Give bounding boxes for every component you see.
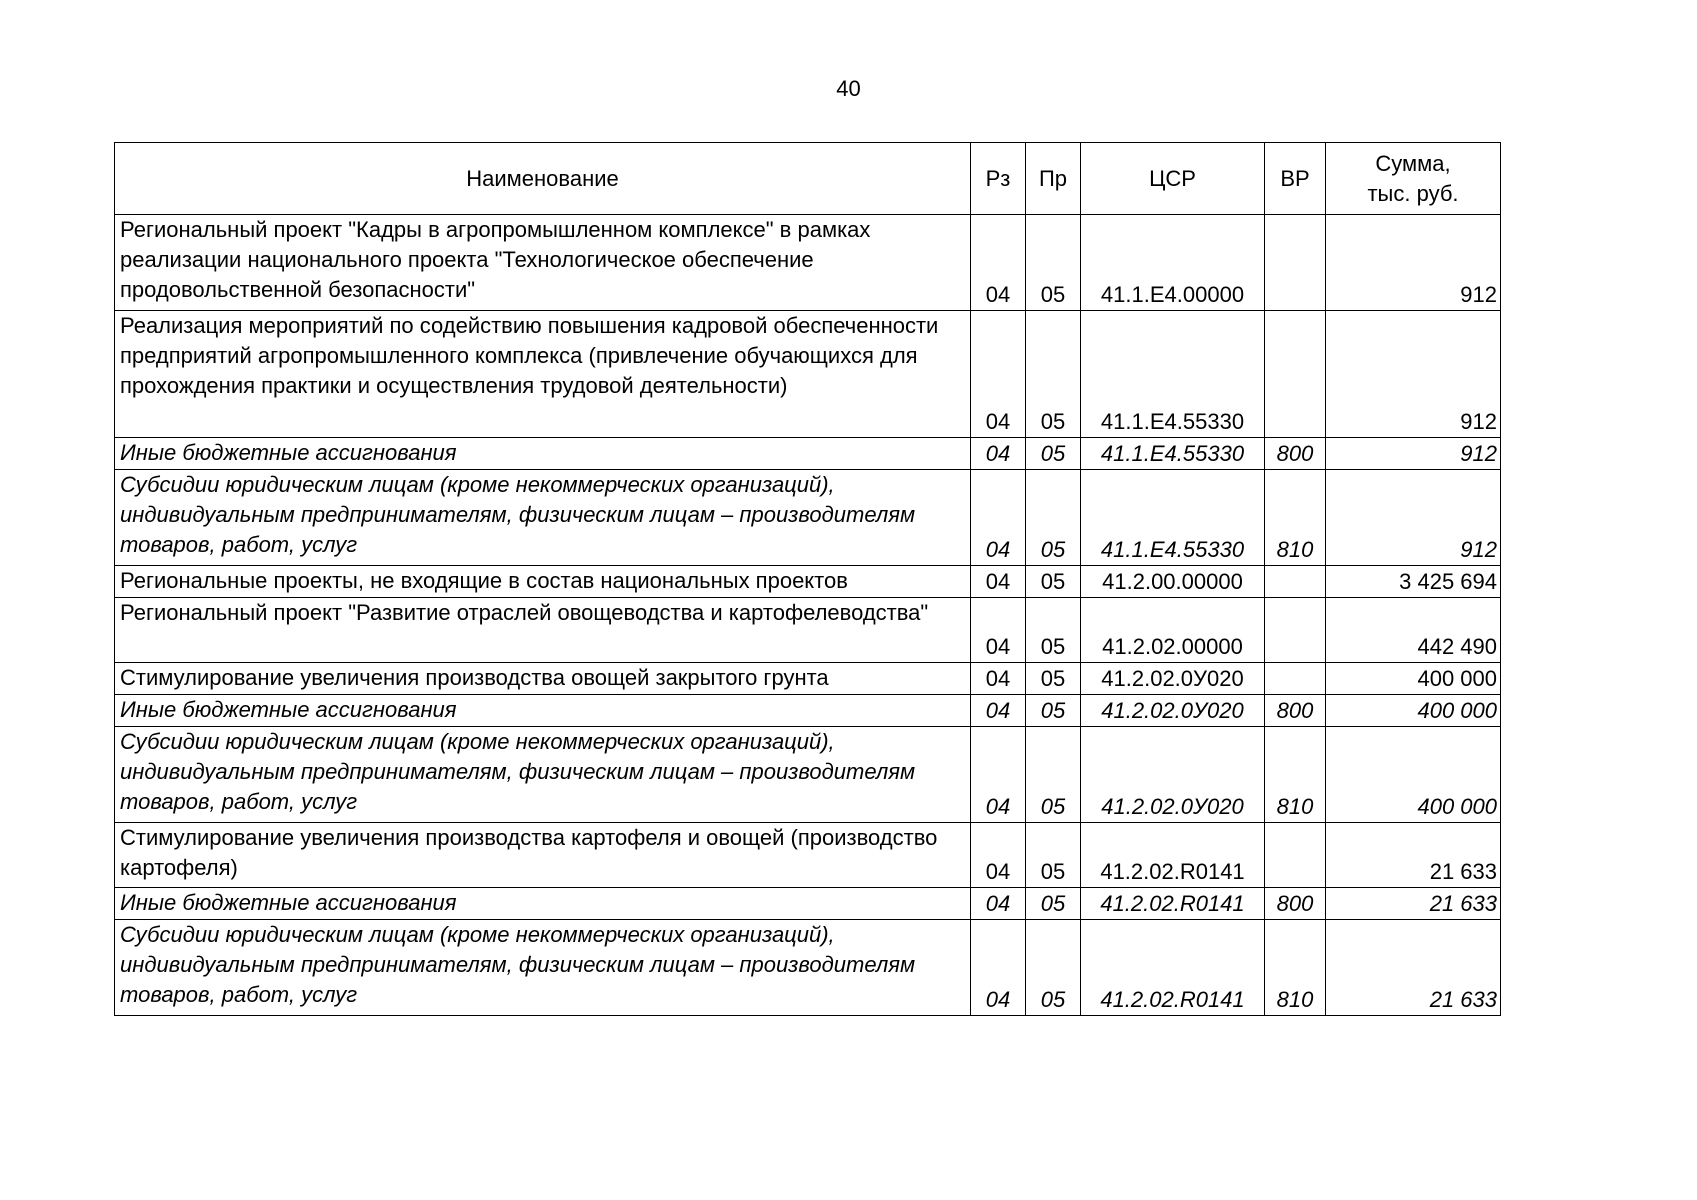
cell-name: Реализация мероприятий по содействию повышения кадровой обеспеченности предприятий агропромышленного комплекса (привлечение обучающихся для прохождения практики и осуществления трудовой деятельности) <box>115 311 971 438</box>
cell-vr: 810 <box>1265 920 1326 1016</box>
cell-name: Субсидии юридическим лицам (кроме некоммерческих организаций), индивидуальным предпринимателям, физическим лицам – производителям товаров, работ, услуг <box>115 470 971 566</box>
cell-rz: 04 <box>971 566 1026 598</box>
cell-csr: 41.1.Е4.55330 <box>1081 438 1265 470</box>
table-row <box>115 823 1501 888</box>
cell-csr: 41.1.Е4.55330 <box>1081 311 1265 438</box>
cell-pr: 05 <box>1026 823 1081 888</box>
cell-vr <box>1265 823 1326 888</box>
table-row <box>115 727 1501 823</box>
cell-vr <box>1265 663 1326 695</box>
cell-name: Стимулирование увеличения производства картофеля и овощей (производство картофеля) <box>115 823 971 888</box>
cell-pr: 05 <box>1026 215 1081 311</box>
cell-vr <box>1265 566 1326 598</box>
table-row <box>115 470 1501 566</box>
cell-name: Иные бюджетные ассигнования <box>115 438 971 470</box>
cell-rz: 04 <box>971 823 1026 888</box>
cell-rz: 04 <box>971 695 1026 727</box>
cell-pr: 05 <box>1026 727 1081 823</box>
cell-sum: 400 000 <box>1326 695 1501 727</box>
cell-name: Субсидии юридическим лицам (кроме некоммерческих организаций), индивидуальным предпринимателям, физическим лицам – производителям товаров, работ, услуг <box>115 727 971 823</box>
header-sum: Сумма, тыс. руб. <box>1326 143 1501 215</box>
table-row <box>115 311 1501 438</box>
cell-vr: 800 <box>1265 888 1326 920</box>
cell-sum: 21 633 <box>1326 823 1501 888</box>
cell-pr: 05 <box>1026 695 1081 727</box>
cell-rz: 04 <box>971 215 1026 311</box>
cell-csr: 41.2.02.R0141 <box>1081 888 1265 920</box>
cell-rz: 04 <box>971 920 1026 1016</box>
header-pr: Пр <box>1026 143 1081 215</box>
cell-sum: 912 <box>1326 215 1501 311</box>
cell-name: Субсидии юридическим лицам (кроме некоммерческих организаций), индивидуальным предпринимателям, физическим лицам – производителям товаров, работ, услуг <box>115 920 971 1016</box>
cell-rz: 04 <box>971 598 1026 663</box>
table-row <box>115 598 1501 663</box>
cell-sum: 400 000 <box>1326 663 1501 695</box>
cell-vr <box>1265 215 1326 311</box>
cell-pr: 05 <box>1026 663 1081 695</box>
cell-vr: 800 <box>1265 695 1326 727</box>
budget-table <box>114 142 1501 1016</box>
table-row <box>115 438 1501 470</box>
cell-csr: 41.2.02.0У020 <box>1081 663 1265 695</box>
cell-csr: 41.2.02.R0141 <box>1081 920 1265 1016</box>
cell-csr: 41.1.Е4.00000 <box>1081 215 1265 311</box>
cell-csr: 41.2.00.00000 <box>1081 566 1265 598</box>
cell-csr: 41.2.02.0У020 <box>1081 695 1265 727</box>
cell-name: Региональный проект "Развитие отраслей овощеводства и картофелеводства" <box>115 598 971 663</box>
cell-vr: 810 <box>1265 470 1326 566</box>
cell-sum: 400 000 <box>1326 727 1501 823</box>
cell-pr: 05 <box>1026 438 1081 470</box>
cell-pr: 05 <box>1026 888 1081 920</box>
cell-pr: 05 <box>1026 920 1081 1016</box>
cell-csr: 41.2.02.R0141 <box>1081 823 1265 888</box>
page-number: 40 <box>836 76 861 101</box>
cell-vr: 810 <box>1265 727 1326 823</box>
cell-sum: 21 633 <box>1326 888 1501 920</box>
cell-pr: 05 <box>1026 598 1081 663</box>
table-row <box>115 888 1501 920</box>
cell-vr: 800 <box>1265 438 1326 470</box>
cell-sum: 912 <box>1326 438 1501 470</box>
cell-rz: 04 <box>971 727 1026 823</box>
cell-vr <box>1265 311 1326 438</box>
cell-csr: 41.2.02.0У020 <box>1081 727 1265 823</box>
cell-name: Иные бюджетные ассигнования <box>115 695 971 727</box>
cell-vr <box>1265 598 1326 663</box>
cell-csr: 41.1.Е4.55330 <box>1081 470 1265 566</box>
cell-name: Региональный проект "Кадры в агропромышленном комплексе" в рамках реализации национального проекта "Технологическое обеспечение продовольственной безопасности" <box>115 215 971 311</box>
header-csr: ЦСР <box>1081 143 1265 215</box>
cell-sum: 21 633 <box>1326 920 1501 1016</box>
cell-sum: 912 <box>1326 311 1501 438</box>
table-row <box>115 695 1501 727</box>
table-header-row <box>115 143 1501 215</box>
cell-sum: 3 425 694 <box>1326 566 1501 598</box>
cell-pr: 05 <box>1026 311 1081 438</box>
cell-rz: 04 <box>971 663 1026 695</box>
cell-name: Региональные проекты, не входящие в состав национальных проектов <box>115 566 971 598</box>
cell-name: Стимулирование увеличения производства овощей закрытого грунта <box>115 663 971 695</box>
header-vr: ВР <box>1265 143 1326 215</box>
cell-pr: 05 <box>1026 566 1081 598</box>
cell-name: Иные бюджетные ассигнования <box>115 888 971 920</box>
table-row <box>115 663 1501 695</box>
cell-sum: 442 490 <box>1326 598 1501 663</box>
cell-csr: 41.2.02.00000 <box>1081 598 1265 663</box>
table-row <box>115 215 1501 311</box>
header-rz: Рз <box>971 143 1026 215</box>
table-row <box>115 920 1501 1016</box>
cell-rz: 04 <box>971 470 1026 566</box>
cell-rz: 04 <box>971 888 1026 920</box>
header-name: Наименование <box>115 143 971 215</box>
cell-rz: 04 <box>971 311 1026 438</box>
table-body <box>115 215 1501 1016</box>
cell-pr: 05 <box>1026 470 1081 566</box>
table-row <box>115 566 1501 598</box>
cell-sum: 912 <box>1326 470 1501 566</box>
cell-rz: 04 <box>971 438 1026 470</box>
